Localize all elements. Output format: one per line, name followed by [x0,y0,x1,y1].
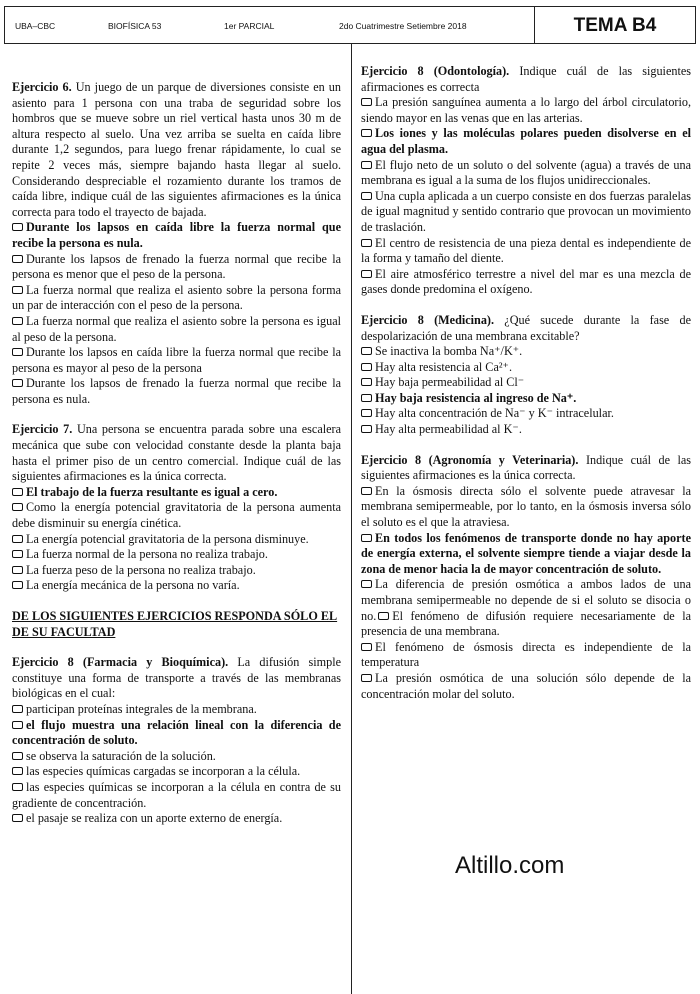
exercise-8-medicina-option[interactable]: Hay alta concentración de Na⁻ y K⁻ intracelular. [361,406,691,422]
exercise-8-medicina-option[interactable]: Hay baja resistencia al ingreso de Na⁺. [361,391,691,407]
checkbox-icon[interactable] [361,674,372,682]
exercise-8-agronomia-option[interactable]: En la ósmosis directa sólo el solvente puede atravesar la membrana semipermeable, por lo tanto, en la ósmosis inversa sólo el soluto es el que la atraviesa. [361,483,691,530]
checkbox-icon[interactable] [12,503,23,511]
exercise-8-farmacia [12,655,341,702]
parcial-label: 1er PARCIAL [224,21,275,31]
checkbox-icon[interactable] [361,129,372,137]
exercise-6-option[interactable]: La fuerza normal que realiza el asiento sobre la persona forma un par de interacción con el peso de la persona. [12,282,341,313]
checkbox-icon[interactable] [12,535,23,543]
exercise-8-odontologia-title: Ejercicio 8 (Odontología). [361,64,510,78]
exercise-8-odontologia [361,64,691,95]
exercise-7-option[interactable]: El trabajo de la fuerza resultante es igual a cero. [12,485,341,501]
checkbox-icon[interactable] [361,487,372,495]
exercise-8-odontologia-option[interactable]: El flujo neto de un soluto o del solvente (agua) a través de una membrana es igual a la suma de los flujos unidireccionales. [361,157,691,188]
section-title: DE LOS SIGUIENTES EJERCICIOS RESPONDA SÓLO EL DE SU FACULTAD [12,609,338,639]
exercise-8-agronomia-text: Indique cuál de las siguientes afirmaciones es la única correcta. [361,452,692,483]
exercise-8-farmacia-title: Ejercicio 8 (Farmacia y Bioquímica). [12,655,229,670]
exercise-8-odontologia-option[interactable]: Los iones y las moléculas polares pueden disolverse en el agua del plasma. [361,126,691,156]
exercise-7 [12,422,341,484]
exercise-6-option[interactable]: Durante los lapsos de frenado la fuerza normal que recibe la persona es menor que el peso de la persona. [12,251,341,282]
exercise-8-farmacia-option[interactable]: las especies químicas cargadas se incorporan a la célula. [12,764,341,780]
checkbox-icon[interactable] [12,223,23,231]
checkbox-icon[interactable] [12,752,23,760]
checkbox-icon[interactable] [12,488,23,496]
exercise-7-option[interactable]: La fuerza normal de la persona no realiza trabajo. [12,547,341,563]
checkbox-icon[interactable] [12,255,23,263]
checkbox-icon[interactable] [361,347,372,355]
checkbox-icon[interactable] [12,767,23,775]
exercise-8-agronomia [361,453,691,484]
exercise-8-odontologia-option[interactable]: El aire atmosférico terrestre a nivel del mar es una mezcla de gases donde predomina el oxígeno. [361,266,691,297]
checkbox-icon[interactable] [361,363,372,371]
exercise-8-farmacia-option[interactable]: participan proteínas integrales de la membrana. [12,702,341,718]
column-divider [351,44,352,994]
checkbox-icon[interactable] [12,348,23,356]
exercise-6-option[interactable]: La fuerza normal que realiza el asiento sobre la persona es igual al peso de la persona. [12,313,341,344]
exercise-8-agronomia-option[interactable]: El fenómeno de ósmosis directa es independiente de la temperatura [361,639,691,670]
checkbox-icon[interactable] [361,378,372,386]
exercise-7-option[interactable]: La energía mecánica de la persona no varía. [12,578,341,594]
exercise-7-option[interactable]: La fuerza peso de la persona no realiza trabajo. [12,563,341,579]
subject-label: BIOFÍSICA 53 [108,21,162,31]
exercise-8-farmacia-text: La difusión simple constituye una forma de transporte a través de las membranas biológicas en el cual: [12,655,341,701]
exercise-8-agronomia-option[interactable]: La presión osmótica de una solución sólo depende de la concentración molar del soluto. [361,670,691,701]
exercise-8-medicina [361,313,691,344]
exercise-8-medicina-title: Ejercicio 8 (Medicina). [361,312,495,327]
checkbox-icon[interactable] [12,286,23,294]
checkbox-icon[interactable] [361,239,372,247]
checkbox-icon[interactable] [361,409,372,417]
university-label: UBA–CBC [15,21,56,31]
exercise-8-odontologia-option[interactable]: El centro de resistencia de una pieza dental es independiente de la forma y tamaño del diente. [361,235,691,266]
checkbox-icon[interactable] [12,721,23,729]
exercise-8-agronomia-title: Ejercicio 8 (Agronomía y Veterinaria). [361,452,579,467]
checkbox-icon[interactable] [361,192,372,200]
exercise-8-agronomia-option[interactable]: La diferencia de presión osmótica a ambos lados de una membrana semipermeable no depende de si el soluto se disocia o no. El fenómeno de difusión requiere necesariamente de la presencia de una membrana. [361,577,691,639]
exercise-6-option[interactable]: Durante los lapsos de frenado la fuerza normal que recibe la persona es nula. [12,376,341,406]
checkbox-icon[interactable] [361,161,372,169]
exercise-7-title: Ejercicio 7. [12,422,73,437]
exercise-8-medicina-text: ¿Qué sucede durante la fase de despolarización de una membrana excitable? [361,312,691,343]
exercise-8-farmacia-option[interactable]: se observa la saturación de la solución. [12,749,341,765]
checkbox-icon[interactable] [12,379,23,387]
checkbox-icon[interactable] [361,643,372,651]
exercise-7-text: Una persona se encuentra parada sobre una escalera mecánica que sube con velocidad constante desde la planta baja hasta el primer piso de un centro comercial. Indique cuál de las siguientes afirmaciones es la única correcta. [12,422,341,484]
exercise-8-medicina-option[interactable]: Hay baja permeabilidad al Cl⁻ [361,375,691,391]
checkbox-icon[interactable] [12,705,23,713]
exercise-8-agronomia-option[interactable]: En todos los fenómenos de transporte donde no hay aporte de energía externa, el solvente siempre tiende a viajar desde la zona de menor hacia la de mayor concentración de soluto. [361,530,691,576]
tema-box [534,6,696,44]
checkbox-icon[interactable] [12,814,23,822]
period-label: 2do Cuatrimestre Setiembre 2018 [339,21,467,31]
checkbox-icon[interactable] [361,394,372,402]
exercise-8-odontologia-option[interactable]: Una cupla aplicada a un cuerpo consiste en dos fuerzas paralelas de igual magnitud y sentido contrario que provocan un movimiento de traslación. [361,188,691,234]
exercise-8-medicina-option[interactable]: Hay alta permeabilidad al K⁻. [361,422,691,438]
checkbox-icon[interactable] [12,317,23,325]
exercise-6-option[interactable]: Durante los lapsos en caída libre la fuerza normal que recibe la persona es mayor al peso de la persona [12,345,341,375]
checkbox-icon[interactable] [12,550,23,558]
exercise-8-farmacia-option[interactable]: el flujo muestra una relación lineal con la diferencia de concentración de soluto. [12,717,341,748]
exam-header [4,6,696,44]
exercise-6-text: Un juego de un parque de diversiones consiste en un asiento para 1 persona con una traba de seguridad sobre los hombros que se mueve sobre un riel vertical hasta unos 30 m de altura respecto al suelo. Una vez arriba se suelta en caída libre durante 1,2 segundos, para luego frenar rápidamente, lo cual se repite 2 veces más, siempre bajando hasta llegar al suelo. Considerando despreciable el rozamiento durante los tramos de caída libre, indique cuál de las siguientes afirmaciones es la única correcta para todo el trayecto de bajada. [12,80,341,219]
checkbox-icon[interactable] [361,534,372,542]
exercise-8-farmacia-option[interactable]: las especies químicas se incorporan a la célula en contra de su gradiente de concentración. [12,779,341,810]
exercise-7-option[interactable]: Como la energía potencial gravitatoria de la persona aumenta debe disminuir su energía cinética. [12,500,341,531]
checkbox-icon[interactable] [361,580,372,588]
checkbox-icon[interactable] [12,581,23,589]
checkbox-icon[interactable] [12,566,23,574]
exercise-6-option[interactable]: Durante los lapsos en caída libre la fuerza normal que recibe la persona es nula. [12,220,341,250]
exercise-7-option[interactable]: La energía potencial gravitatoria de la persona disminuye. [12,532,341,548]
checkbox-icon[interactable] [361,425,372,433]
exercise-8-odontologia-text: Indique cuál de las siguientes afirmaciones es correcta [361,64,691,94]
checkbox-icon[interactable] [361,98,372,106]
right-column [361,64,691,702]
checkbox-icon[interactable] [12,783,23,791]
exercise-8-medicina-option[interactable]: Se inactiva la bomba Na⁺/K⁺. [361,344,691,360]
watermark-logo: Altillo.com [455,852,565,879]
tema-label: TEMA B4 [573,15,657,36]
exercise-8-medicina-option[interactable]: Hay alta resistencia al Ca²⁺. [361,360,691,376]
left-column [12,80,341,827]
exercise-8-odontologia-option[interactable]: La presión sanguínea aumenta a lo largo del árbol circulatorio, siendo mayor en las venas que en las arterias. [361,95,691,125]
exercise-8-farmacia-option[interactable]: el pasaje se realiza con un aporte externo de energía. [12,811,341,827]
exercise-6 [12,80,341,220]
checkbox-icon[interactable] [361,270,372,278]
exercise-6-title: Ejercicio 6. [12,80,72,94]
checkbox-icon[interactable] [378,612,389,620]
